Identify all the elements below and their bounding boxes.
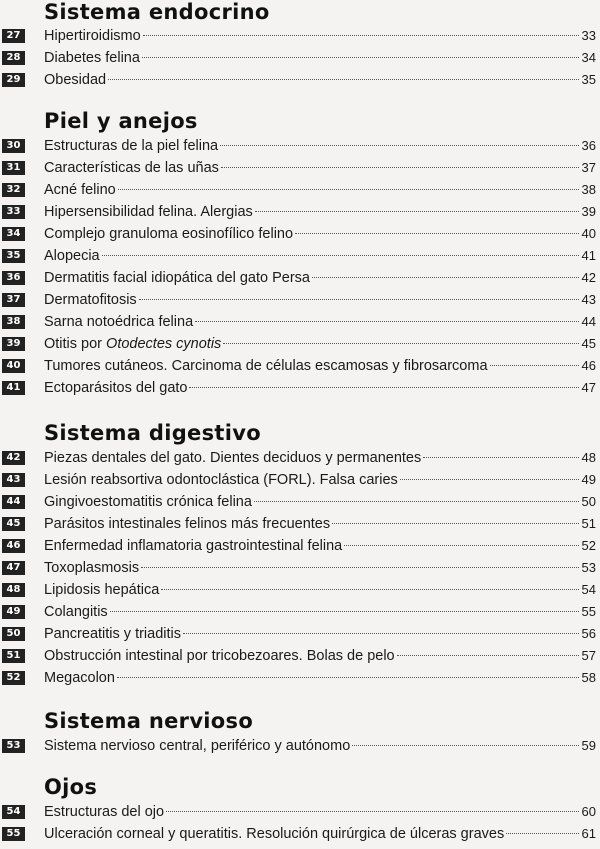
page-number: 44 (581, 314, 596, 329)
toc-entry[interactable] (0, 377, 600, 399)
toc-entry[interactable] (0, 179, 600, 201)
chapter-number-badge: 46 (2, 539, 25, 553)
dot-leader (142, 57, 579, 58)
page-number: 53 (581, 560, 596, 575)
chapter-number-badge: 41 (2, 381, 25, 395)
chapter-number-badge: 48 (2, 583, 25, 597)
entry-title: Diabetes felina (44, 50, 140, 66)
entry-title: Características de las uñas (44, 160, 219, 176)
entry-title: Acné felino (44, 182, 116, 198)
chapter-number-badge: 53 (2, 739, 25, 753)
toc-entry[interactable] (0, 25, 600, 47)
entry-title: Estructuras del ojo (44, 804, 165, 820)
dot-leader (139, 299, 579, 300)
entry-title: Lipidosis hepática (44, 582, 160, 598)
entry-title: Piezas dentales del gato. Dientes deciduos y permanentes (44, 450, 422, 466)
page-number: 52 (581, 538, 596, 553)
toc-entry[interactable] (0, 69, 600, 91)
dot-leader (423, 457, 578, 458)
entry-title: Dermatitis facial idiopática del gato Persa (44, 270, 310, 286)
chapter-number-badge: 44 (2, 495, 25, 509)
entry-title: Toxoplasmosis (44, 560, 140, 576)
chapter-number-badge: 49 (2, 605, 25, 619)
toc-entry[interactable] (0, 557, 600, 579)
section-title: Ojos (44, 775, 98, 799)
entry-title: Gingivoestomatitis crónica felina (44, 494, 252, 510)
entry-title: Obesidad (44, 72, 107, 88)
page-number: 37 (581, 160, 596, 175)
chapter-number-badge: 35 (2, 249, 25, 263)
page-number: 61 (581, 826, 596, 841)
dot-leader (118, 189, 579, 190)
toc-entry[interactable] (0, 623, 600, 645)
chapter-number-badge: 40 (2, 359, 25, 373)
dot-leader (221, 167, 579, 168)
entry-title: Estructuras de la piel felina (44, 138, 219, 154)
toc-entry[interactable] (0, 823, 600, 845)
dot-leader (295, 233, 578, 234)
toc-entry[interactable] (0, 535, 600, 557)
toc-entry[interactable] (0, 157, 600, 179)
entry-title: Parásitos intestinales felinos más frecuentes (44, 516, 331, 532)
chapter-number-badge: 34 (2, 227, 25, 241)
chapter-number-badge: 51 (2, 649, 25, 663)
toc-entry[interactable] (0, 491, 600, 513)
toc-entry[interactable] (0, 801, 600, 823)
dot-leader (143, 35, 579, 36)
dot-leader (161, 589, 578, 590)
entry-title: Sistema nervioso central, periférico y autónomo (44, 738, 351, 754)
toc-entry[interactable] (0, 223, 600, 245)
chapter-number-badge: 50 (2, 627, 25, 641)
toc-entry[interactable] (0, 447, 600, 469)
page-number: 57 (581, 648, 596, 663)
toc-entry[interactable] (0, 245, 600, 267)
page-number: 36 (581, 138, 596, 153)
page-number: 46 (581, 358, 596, 373)
page-number: 56 (581, 626, 596, 641)
chapter-number-badge: 42 (2, 451, 25, 465)
entry-title: Dermatofitosis (44, 292, 137, 308)
entry-title: Obstrucción intestinal por tricobezoares. Bolas de pelo (44, 648, 395, 664)
page-number: 43 (581, 292, 596, 307)
page-number: 51 (581, 516, 596, 531)
toc-entry[interactable] (0, 667, 600, 689)
toc-entry[interactable] (0, 579, 600, 601)
dot-leader (332, 523, 578, 524)
page-number: 42 (581, 270, 596, 285)
entry-title: Hipersensibilidad felina. Alergias (44, 204, 253, 220)
section-title: Sistema endocrino (44, 0, 270, 24)
toc-entry[interactable] (0, 735, 600, 757)
dot-leader (220, 145, 578, 146)
page-number: 48 (581, 450, 596, 465)
entry-title (44, 333, 221, 355)
toc-entry[interactable] (0, 289, 600, 311)
page-number: 35 (581, 72, 596, 87)
dot-leader (397, 655, 579, 656)
page-number: 60 (581, 804, 596, 819)
entry-title: Sarna notoédrica felina (44, 314, 194, 330)
entry-title-prefix: Otitis por (44, 336, 107, 352)
section-title: Sistema nervioso (44, 709, 254, 733)
toc-entry[interactable] (0, 469, 600, 491)
chapter-number-badge: 52 (2, 671, 25, 685)
entry-title: Ulceración corneal y queratitis. Resolución quirúrgica de úlceras graves (44, 826, 505, 842)
dot-leader (166, 811, 578, 812)
chapter-number-badge: 32 (2, 183, 25, 197)
dot-leader (102, 255, 579, 256)
page-number: 45 (581, 336, 596, 351)
chapter-number-badge: 33 (2, 205, 25, 219)
page-number: 34 (581, 50, 596, 65)
dot-leader (195, 321, 578, 322)
chapter-number-badge: 47 (2, 561, 25, 575)
toc-entry[interactable] (0, 333, 600, 355)
entry-title: Hipertiroidismo (44, 28, 141, 44)
entry-title: Ectoparásitos del gato (44, 380, 188, 396)
dot-leader (141, 567, 578, 568)
entry-title: Lesión reabsortiva odontoclástica (FORL). Falsa caries (44, 472, 398, 488)
entry-title: Tumores cutáneos. Carcinoma de células escamosas y fibrosarcoma (44, 358, 488, 374)
dot-leader (312, 277, 579, 278)
section-title: Sistema digestivo (44, 421, 261, 445)
page-number: 55 (581, 604, 596, 619)
section-title: Piel y anejos (44, 109, 198, 133)
dot-leader (183, 633, 579, 634)
dot-leader (117, 677, 579, 678)
chapter-number-badge: 55 (2, 827, 25, 841)
entry-title: Enfermedad inflamatoria gastrointestinal felina (44, 538, 343, 554)
toc-entry[interactable] (0, 601, 600, 623)
chapter-number-badge: 45 (2, 517, 25, 531)
dot-leader (254, 501, 579, 502)
page-number: 47 (581, 380, 596, 395)
dot-leader (108, 79, 578, 80)
toc-entry[interactable] (0, 47, 600, 69)
dot-leader (490, 365, 579, 366)
chapter-number-badge: 38 (2, 315, 25, 329)
page-number: 54 (581, 582, 596, 597)
entry-title: Alopecia (44, 248, 100, 264)
toc-entry[interactable] (0, 513, 600, 535)
toc-entry[interactable] (0, 201, 600, 223)
entry-title-italic: Otodectes cynotis (106, 336, 222, 352)
entry-title: Megacolon (44, 670, 115, 686)
chapter-number-badge: 31 (2, 161, 25, 175)
dot-leader (255, 211, 579, 212)
entry-title: Colangitis (44, 604, 108, 620)
chapter-number-badge: 36 (2, 271, 25, 285)
page-number: 41 (581, 248, 596, 263)
page-number: 39 (581, 204, 596, 219)
dot-leader (189, 387, 578, 388)
chapter-number-badge: 54 (2, 805, 25, 819)
chapter-number-badge: 30 (2, 139, 25, 153)
entry-title: Complejo granuloma eosinofílico felino (44, 226, 294, 242)
toc-entry[interactable] (0, 135, 600, 157)
page-number: 33 (581, 28, 596, 43)
page-number: 40 (581, 226, 596, 241)
toc-entry[interactable] (0, 311, 600, 333)
toc-entry[interactable] (0, 645, 600, 667)
dot-leader (344, 545, 578, 546)
page-number: 50 (581, 494, 596, 509)
dot-leader (223, 343, 578, 344)
toc-entry[interactable] (0, 267, 600, 289)
chapter-number-badge: 27 (2, 29, 25, 43)
chapter-number-badge: 39 (2, 337, 25, 351)
page-number: 59 (581, 738, 596, 753)
chapter-number-badge: 29 (2, 73, 25, 87)
page-number: 49 (581, 472, 596, 487)
dot-leader (400, 479, 579, 480)
chapter-number-badge: 43 (2, 473, 25, 487)
chapter-number-badge: 28 (2, 51, 25, 65)
page-number: 38 (581, 182, 596, 197)
chapter-number-badge: 37 (2, 293, 25, 307)
dot-leader (506, 833, 578, 834)
dot-leader (110, 611, 579, 612)
page-number: 58 (581, 670, 596, 685)
toc-entry[interactable] (0, 355, 600, 377)
dot-leader (352, 745, 578, 746)
entry-title: Pancreatitis y triaditis (44, 626, 181, 642)
